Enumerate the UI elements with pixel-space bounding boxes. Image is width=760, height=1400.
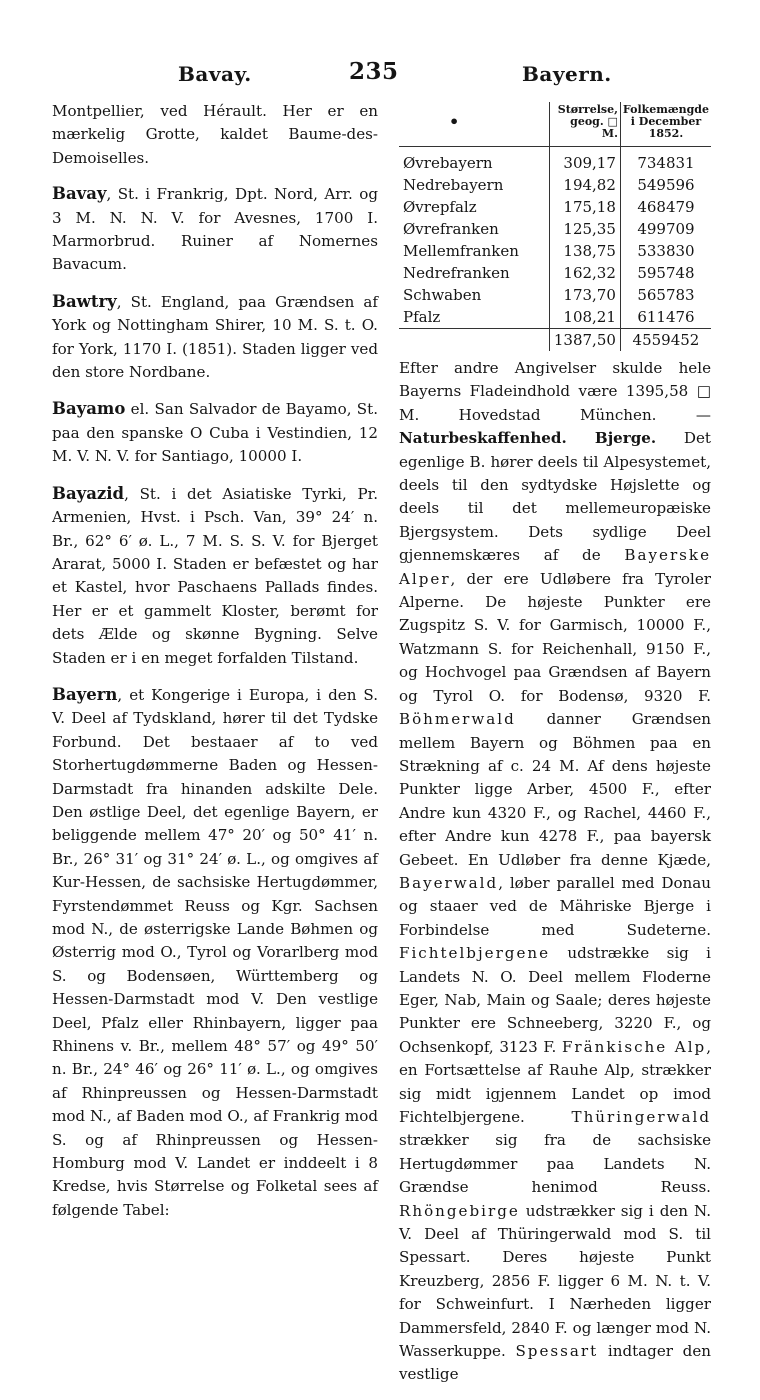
- total-area: 1387,50: [549, 329, 620, 352]
- district-population: 595748: [637, 264, 695, 282]
- district-area: 175,18: [549, 196, 620, 218]
- entry-text: , St. i det Asiatiske Tyrki, Pr. Armenien, Hvst. i Psch. Van, 39° 24′ n. Br., 62° 6′ ø. L., 7 M. S. S. V. for Bjerget Ararat, 5000 I. Staden er befæstet og har et Kastel, hvor Paschaens Pallads findes. Her er et gammelt Kloster, berømt for dets Ælde og skønne Bygning. Selve Staden er i en meget forfalden Tilstand.: [52, 484, 378, 667]
- district-name: Nedrebayern: [403, 176, 504, 194]
- district-name: Mellemfranken: [403, 242, 519, 260]
- table-total-row: [399, 329, 711, 352]
- table-row: [399, 147, 711, 175]
- district-area: 125,35: [549, 218, 620, 240]
- table-row: [399, 240, 711, 262]
- table-row: [399, 306, 711, 329]
- district-population: 499709: [637, 220, 695, 238]
- spaced-term: Thüringerwald: [571, 1108, 711, 1126]
- district-population: 734831: [637, 154, 695, 172]
- table-row: [399, 174, 711, 196]
- district-area: 138,75: [549, 240, 620, 262]
- entry-bavay: [52, 182, 378, 277]
- district-population: 468479: [637, 198, 695, 216]
- district-area: 162,32: [549, 262, 620, 284]
- left-column: [52, 100, 378, 1235]
- population-table: [399, 102, 711, 351]
- spaced-term: Bayerwald: [399, 873, 499, 892]
- spaced-term: Fränkische Alp: [561, 1037, 707, 1056]
- entry-text: el. San Salvador de Bayamo, St. paa den spanske O Cuba i Vestindien, 12 M. V. N. V. for Santiago, 10000 I.: [52, 400, 378, 466]
- headword: Bayazid: [52, 483, 125, 503]
- table-row: [399, 218, 711, 240]
- district-population: 565783: [637, 286, 695, 304]
- running-head-right: Bayern.: [522, 62, 612, 86]
- entry-bawtry: [52, 290, 378, 385]
- entry-text: , St. England, paa Grændsen af York og Nottingham Shirer, 10 M. S. t. O. for York, 1170 I. (1851). Staden ligger ved den store Nordbane.: [52, 292, 378, 382]
- page-number: 235: [349, 58, 399, 85]
- bayern-description: Efter andre Angivelser skulde hele Bayerns Fladeindhold være 1395,58 □ M. Hovedstad München. — Naturbeskaffenhed. Bjerge. Det egenlige B. hører deels til Alpesystemet, deels til den sydtydske Højslette og deels til det mellemeuropæiske Bjergsystem. Dets sydlige Deel gjennemskæres af de Bayerske Alper, der ere Udløbere fra Tyroler Alperne. De højeste Punkter ere Zugspitz S. V. for Garmisch, 10000 F., Watzmann S. for Reichenhall, 9150 F., og Hochvogel paa Grændsen af Bayern og Tyrol O. for Bodensø, 9320 F. Böhmerwald danner Grændsen mellem Bayern og Böhmen paa en Strækning af c. 24 M. Af dens højeste Punkter ligge Arber, 4500 F., efter Andre kun 4320 F., og Rachel, 4460 F., efter Andre kun 4278 F., paa bayersk Gebeet. En Udløber fra denne Kjæde, Bayerwald, løber parallel med Donau og staaer ved de Mähriske Bjerge i Forbindelse med Sudeterne. Fichtelbjergene udstrække sig i Landets N. O. Deel mellem Floderne Eger, Nab, Main og Saale; deres højeste Punkter ere Schneeberg, 3220 F., og Ochsenkopf, 3123 F. Fränkische Alp, en Fortsættelse af Rauhe Alp, strækker sig midt igjennem Landet op imod Fichtelbjergene. Thüringerwald strækker sig fra de sachsiske Hertugdømmer paa Landets N. Grændse henimod Reuss. Rhöngebirge udstrækker sig i den N. V. Deel af Thüringerwald mod S. til Spessart. Deres højeste Punkt Kreuzberg, 2856 F. ligger 6 M. N. t. V. for Schweinfurt. I Nærheden ligger Dammersfeld, 2840 F. og længer mod N. Wasserkuppe. Spessart indtager den vestlige: [399, 359, 712, 1384]
- district-name: Øvrebayern: [403, 154, 493, 172]
- spaced-term: Spessart: [515, 1342, 599, 1361]
- entry-text: , St. i Frankrig, Dpt. Nord, Arr. og 3 M. N. N. V. for Avesnes, 1700 I. Marmorbrud. Ruiner af Nomernes Bavacum.: [52, 185, 378, 274]
- population-table-wrap: [399, 102, 711, 351]
- district-name: Øvrepfalz: [403, 198, 477, 216]
- section-heading: Naturbeskaffenhed. Bjerge.: [399, 429, 657, 448]
- spaced-term: Fichtelbjergene: [399, 944, 551, 963]
- district-population: 549596: [637, 176, 695, 194]
- district-population: 533830: [637, 242, 695, 260]
- right-column: [399, 102, 711, 1400]
- entry-bayamo: [52, 397, 378, 468]
- district-area: 194,82: [549, 174, 620, 196]
- headword: Bavay: [52, 184, 107, 204]
- table-header-district: •: [399, 102, 549, 147]
- entry-bayern: [52, 683, 378, 1222]
- district-area: 108,21: [549, 306, 620, 329]
- table-header-population: Folkemængde i December 1852.: [620, 102, 711, 147]
- district-area: 173,70: [549, 284, 620, 306]
- headword: Bawtry: [52, 291, 117, 311]
- entry-text: , et Kongerige i Europa, i den S. V. Deel af Tydskland, hører til det Tydske Forbund. Det bestaaer af to ved Storhertugdømmerne Baden og Hessen-Darmstadt fra hinanden adskilte Dele. Den østlige Deel, det egenlige Bayern, er beliggende mellem 47° 20′ og 50° 41′ n. Br., 26° 31′ og 31° 24′ ø. L., og omgives af Kur-Hessen, de sachsiske Hertugdømmer, Fyrstendømmet Reuss og Kgr. Sachsen mod N., de østerrigske Lande Bøhmen og Østerrig mod O., Tyrol og Vorarlberg mod S. og Bodensøen, Württemberg og Hessen-Darmstadt mod V. Den vestlige Deel, Pfalz eller Rhinbayern, ligger paa Rhinens v. Br., mellem 48° 57′ og 49° 50′ n. Br., 24° 46′ og 26° 11′ ø. L., og omgives af Rhinpreussen og Hessen-Darmstadt mod N., af Baden mod O., af Frankrig mod S. og af Rhinpreussen og Hessen-Homburg mod V. Landet er inddeelt i 8 Kredse, hvis Størrelse og Folketal sees af følgende Tabel:: [52, 685, 378, 1219]
- running-head-left: Bavay.: [178, 62, 252, 86]
- headword: Bayern: [52, 684, 118, 704]
- district-name: Nedrefranken: [403, 264, 510, 282]
- table-header-row: [399, 102, 711, 147]
- spaced-term: Bayerske Alper: [399, 546, 711, 588]
- entry-bayazid: [52, 482, 378, 670]
- table-row: [399, 196, 711, 218]
- total-population: 4559452: [620, 329, 711, 352]
- district-name: Øvrefranken: [403, 220, 499, 238]
- table-header-area: Størrelse, geog. □ M.: [549, 102, 620, 147]
- district-population: 611476: [637, 308, 695, 326]
- table-row: [399, 262, 711, 284]
- table-row: [399, 284, 711, 306]
- district-name: Schwaben: [403, 286, 482, 304]
- district-area: 309,17: [549, 147, 620, 175]
- headword: Bayamo: [52, 399, 126, 419]
- continued-entry-text: Montpellier, ved Hérault. Her er en mærkelig Grotte, kaldet Baume-des-Demoiselles.: [52, 102, 378, 167]
- district-name: Pfalz: [403, 308, 441, 326]
- spaced-term: Böhmerwald: [399, 710, 516, 729]
- spaced-term: Rhöngebirge: [399, 1201, 520, 1220]
